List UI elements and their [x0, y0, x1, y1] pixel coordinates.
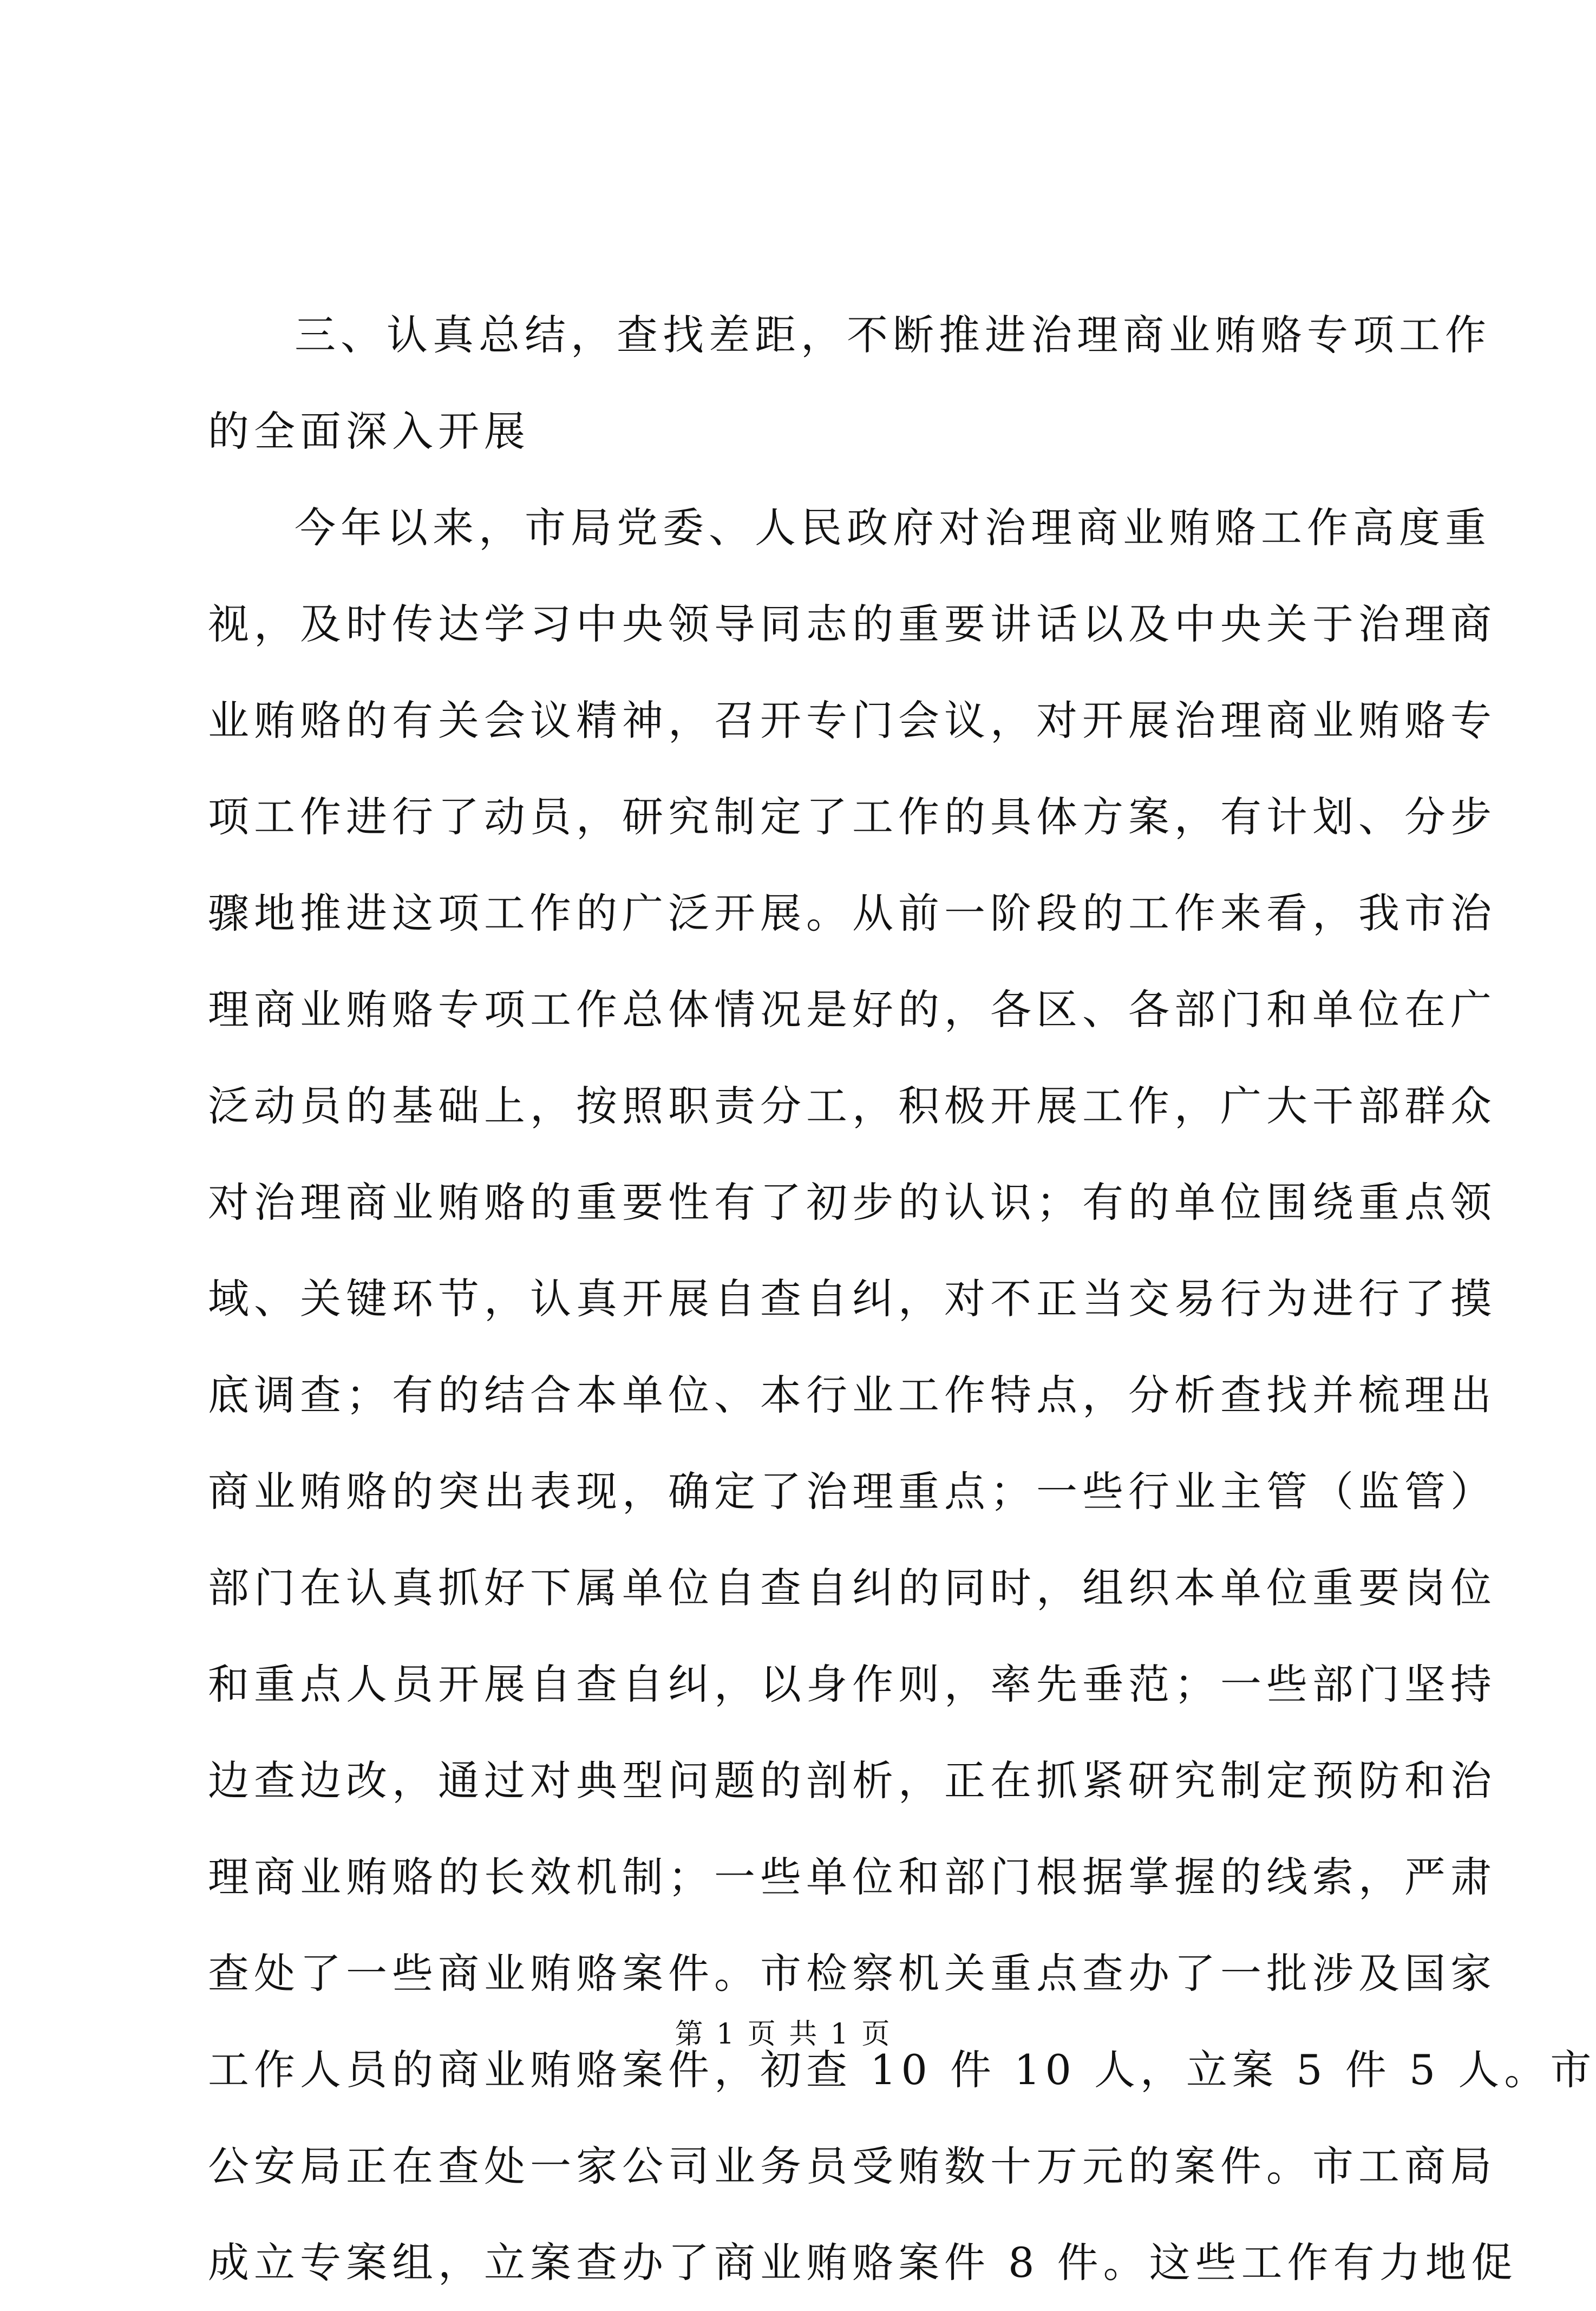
paragraph-line: 骤地推进这项工作的广泛开展。从前一阶段的工作来看，我市治	[208, 889, 1496, 937]
paragraph-line: 工作人员的商业贿赂案件，初查 10 件 10 人，立案 5 件 5 人。市	[208, 2046, 1596, 2094]
document-body	[208, 287, 1596, 2311]
paragraph-line: 商业贿赂的突出表现，确定了治理重点；一些行业主管（监管）	[208, 1467, 1496, 1516]
paragraph-line: 和重点人员开展自查自纠，以身作则，率先垂范；一些部门坚持	[208, 1660, 1496, 1708]
paragraph-line: 域、关键环节，认真开展自查自纠，对不正当交易行为进行了摸	[208, 1275, 1496, 1323]
paragraph-line: 底调查；有的结合本单位、本行业工作特点，分析查找并梳理出	[208, 1371, 1496, 1419]
paragraph-line: 对治理商业贿赂的重要性有了初步的认识；有的单位围绕重点领	[208, 1178, 1496, 1226]
paragraph-line: 部门在认真抓好下属单位自查自纠的同时，组织本单位重要岗位	[208, 1564, 1496, 1612]
paragraph-line: 理商业贿赂专项工作总体情况是好的，各区、各部门和单位在广	[208, 985, 1496, 1034]
paragraph-line: 查处了一些商业贿赂案件。市检察机关重点查办了一批涉及国家	[208, 1949, 1496, 1997]
page-number-footer: 第 1 页 共 1 页	[675, 2018, 892, 2051]
paragraph-line: 理商业贿赂的长效机制；一些单位和部门根据掌握的线索，严肃	[208, 1853, 1496, 1901]
paragraph-line: 边查边改，通过对典型问题的剖析，正在抓紧研究制定预防和治	[208, 1757, 1496, 1805]
paragraph-line: 视，及时传达学习中央领导同志的重要讲话以及中央关于治理商	[208, 600, 1496, 648]
paragraph-line: 今年以来，市局党委、人民政府对治理商业贿赂工作高度重	[295, 504, 1491, 552]
paragraph-line: 项工作进行了动员，研究制定了工作的具体方案，有计划、分步	[208, 793, 1496, 841]
section-heading-line-2: 的全面深入开展	[208, 407, 530, 455]
section-heading-line-1: 三、认真总结，查找差距，不断推进治理商业贿赂专项工作	[295, 311, 1491, 359]
paragraph-line: 成立专案组，立案查办了商业贿赂案件 8 件。这些工作有力地促	[208, 2238, 1517, 2287]
paragraph-line: 业贿赂的有关会议精神，召开专门会议，对开展治理商业贿赂专	[208, 696, 1496, 745]
paragraph-line: 泛动员的基础上，按照职责分工，积极开展工作，广大干部群众	[208, 1082, 1496, 1130]
paragraph-line: 公安局正在查处一家公司业务员受贿数十万元的案件。市工商局	[208, 2142, 1496, 2190]
